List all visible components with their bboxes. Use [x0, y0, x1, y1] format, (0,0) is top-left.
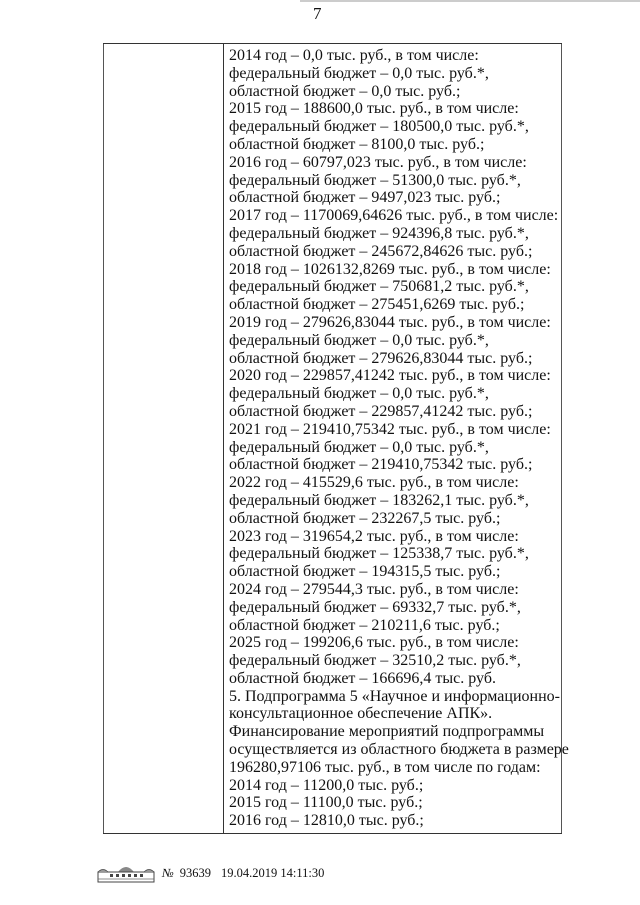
text-line: областной бюджет – 229857,41242 тыс. руб.; [229, 402, 533, 420]
text-line: областной бюджет – 279626,83044 тыс. руб.; [229, 349, 533, 367]
text-line: областной бюджет – 194315,5 тыс. руб.; [229, 563, 501, 581]
text-line: консультационное обеспечение АПК». [229, 705, 493, 723]
text-line: областной бюджет – 275451,6269 тыс. руб.; [229, 296, 525, 314]
text-line: 2018 год – 1026132,8269 тыс. руб., в том числе: [229, 260, 551, 278]
table-left-column [103, 44, 224, 833]
page-number: 7 [313, 4, 322, 23]
text-line: областной бюджет – 245672,84626 тыс. руб.; [229, 242, 533, 260]
text-line: федеральный бюджет – 125338,7 тыс. руб.*, [229, 545, 529, 563]
document-number: 93639 [179, 866, 212, 880]
text-line: федеральный бюджет – 69332,7 тыс. руб.*, [229, 598, 521, 616]
text-line: областной бюджет – 219410,75342 тыс. руб.; [229, 456, 533, 474]
text-line: 2014 год – 11200,0 тыс. руб.; [229, 776, 424, 794]
text-line: федеральный бюджет – 0,0 тыс. руб.*, [229, 331, 489, 349]
number-sign: № [162, 866, 174, 880]
text-line: федеральный бюджет – 0,0 тыс. руб.*, [229, 385, 489, 403]
document-stamp [96, 862, 324, 884]
text-line: Финансирование мероприятий подпрограммы [229, 723, 545, 741]
text-line: федеральный бюджет – 750681,2 тыс. руб.*, [229, 278, 529, 296]
text-line: 2023 год – 319654,2 тыс. руб., в том числе: [229, 527, 519, 545]
text-line: областной бюджет – 232267,5 тыс. руб.; [229, 509, 501, 527]
text-line: областной бюджет – 8100,0 тыс. руб.; [229, 135, 485, 153]
text-line: федеральный бюджет – 180500,0 тыс. руб.*, [229, 118, 529, 136]
text-line: 2022 год – 415529,6 тыс. руб., в том числе: [229, 474, 519, 492]
stamp-datetime: 19.04.2019 14:11:30 [221, 866, 325, 880]
text-line: федеральный бюджет – 0,0 тыс. руб.*, [229, 438, 489, 456]
text-line: 2015 год – 11100,0 тыс. руб.; [229, 794, 423, 812]
text-line: 2024 год – 279544,3 тыс. руб., в том числе: [229, 580, 519, 598]
text-line: областной бюджет – 210211,6 тыс. руб.; [229, 616, 500, 634]
text-line: 2016 год – 60797,023 тыс. руб., в том числе: [229, 153, 527, 171]
text-line: 2019 год – 279626,83044 тыс. руб., в том числе: [229, 313, 551, 331]
text-line: 2021 год – 219410,75342 тыс. руб., в том числе: [229, 420, 551, 438]
text-line: 196280,97106 тыс. руб., в том числе по годам: [229, 758, 541, 776]
text-line: федеральный бюджет – 924396,8 тыс. руб.*, [229, 224, 529, 242]
scan-artifact-line [300, 0, 640, 2]
text-line: федеральный бюджет – 32510,2 тыс. руб.*, [229, 652, 521, 670]
text-line: федеральный бюджет – 0,0 тыс. руб.*, [229, 64, 489, 82]
text-line: 2016 год – 12810,0 тыс. руб.; [229, 812, 424, 830]
text-line: 2014 год – 0,0 тыс. руб., в том числе: [229, 47, 479, 64]
text-line: областной бюджет – 166696,4 тыс. руб. [229, 669, 496, 687]
text-line: федеральный бюджет – 51300,0 тыс. руб.*, [229, 171, 521, 189]
building-logo-icon [96, 862, 156, 884]
text-line: 5. Подпрограмма 5 «Научное и информационно- [229, 687, 560, 705]
text-line: областной бюджет – 9497,023 тыс. руб.; [229, 189, 501, 207]
text-line: 2015 год – 188600,0 тыс. руб., в том числе: [229, 100, 519, 118]
funding-text [229, 47, 569, 830]
text-line: 2025 год – 199206,6 тыс. руб., в том числе: [229, 634, 519, 652]
text-line: 2020 год – 229857,41242 тыс. руб., в том числе: [229, 367, 551, 385]
text-line: 2017 год – 1170069,64626 тыс. руб., в том числе: [229, 207, 559, 225]
text-line: осуществляется из областного бюджета в размере [229, 741, 569, 759]
text-line: федеральный бюджет – 183262,1 тыс. руб.*, [229, 491, 529, 509]
text-line: областной бюджет – 0,0 тыс. руб.; [229, 82, 461, 100]
